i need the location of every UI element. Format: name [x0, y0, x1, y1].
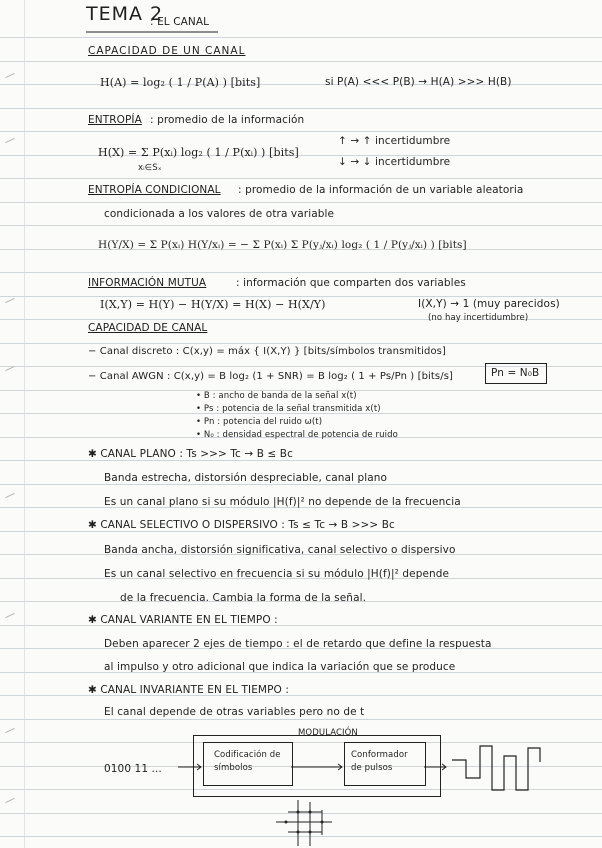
diagram-label: MODULACIÓN [298, 728, 358, 738]
heading-entropia: ENTROPÍA [88, 114, 142, 126]
block-conformador-label: Conformador de pulsos [351, 750, 408, 773]
informacion-mutua-note2: (no hay incertidumbre) [428, 313, 529, 323]
diagram-bits: 0100 11 ... [104, 763, 162, 775]
entropia-condicional-def2: condicionada a los valores de otra variable [104, 208, 335, 220]
entropia-condicional-def1: : promedio de la información de un variable aleatoria [238, 184, 524, 196]
informacion-mutua-note1: I(X,Y) → 1 (muy parecidos) [418, 298, 560, 310]
canal-selectivo-line2: Es un canal selectivo en frecuencia si su módulo |H(f)|² depende [104, 568, 450, 580]
hartley-condition: si P(A) <<< P(B) → H(A) >>> H(B) [325, 76, 512, 88]
canal-invariante-line1: El canal depende de otras variables pero no de t [104, 706, 365, 718]
heading-capacidad-de-canal: CAPACIDAD DE CANAL [88, 322, 208, 334]
formula-entropia-condicional: H(Y/X) = Σ P(xᵢ) H(Y/xᵢ) = − Σ P(xᵢ) Σ P(yⱼ/xᵢ) log₂ ( 1 / P(yⱼ/xᵢ) ) [bits] [98, 239, 467, 251]
boxed-pn-text: Pn = N₀B [491, 367, 540, 379]
canal-selectivo-line1: Banda ancha, distorsión significativa, canal selectivo o dispersivo [104, 544, 456, 556]
bullet-pn: • Pn : potencia del ruido ω(t) [196, 417, 323, 427]
heading-canal-plano: ✱ CANAL PLANO : Ts >>> Tc → B ≤ Bc [88, 448, 293, 460]
block-codificacion-label: Codificación de símbolos [214, 750, 281, 773]
entropia-sum-index: xᵢ∈Sₓ [138, 163, 162, 173]
output-waveform [452, 746, 540, 790]
canal-plano-line2: Es un canal plano si su módulo |H(f)|² no depende de la frecuencia [104, 496, 461, 508]
bullet-n0: • N₀ : densidad espectral de potencia de ruido [196, 430, 398, 440]
entropia-note-down: ↓ → ↓ incertidumbre [338, 156, 451, 168]
formula-entropia: H(X) = Σ P(xᵢ) log₂ ( 1 / P(xᵢ) ) [bits] [98, 146, 299, 159]
canal-plano-line1: Banda estrecha, distorsión despreciable, canal plano [104, 472, 388, 484]
heading-capacidad-canal: CAPACIDAD DE UN CANAL [88, 45, 246, 57]
canal-awgn: − Canal AWGN : C(x,y) = B log₂ (1 + SNR) = B log₂ ( 1 + Ps/Pn ) [bits/s] [88, 371, 454, 382]
bullet-b: • B : ancho de banda de la señal x(t) [196, 391, 357, 401]
formula-hartley: H(A) = log₂ ( 1 / P(A) ) [bits] [100, 76, 261, 89]
title-tema: TEMA 2 [86, 3, 164, 25]
entropia-note-up: ↑ → ↑ incertidumbre [338, 135, 451, 147]
canal-variante-line1: Deben aparecer 2 ejes de tiempo : el de retardo que define la respuesta [104, 638, 492, 650]
heading-canal-invariante: ✱ CANAL INVARIANTE EN EL TIEMPO : [88, 684, 289, 696]
title-subject: : EL CANAL [150, 16, 210, 28]
formula-informacion-mutua: I(X,Y) = H(Y) − H(Y/X) = H(X) − H(X/Y) [100, 298, 326, 311]
informacion-mutua-definition: : información que comparten dos variables [236, 277, 466, 289]
canal-discreto: − Canal discreto : C(x,y) = máx { I(X,Y) } [bits/símbolos transmitidos] [88, 346, 446, 357]
bullet-ps: • Ps : potencia de la señal transmitida x(t) [196, 404, 381, 414]
canal-variante-line2: al impulso y otro adicional que indica la variación que se produce [104, 661, 456, 673]
heading-canal-variante: ✱ CANAL VARIANTE EN EL TIEMPO : [88, 614, 278, 626]
canal-selectivo-line3: de la frecuencia. Cambia la forma de la señal. [120, 592, 367, 604]
entropia-definition: : promedio de la información [150, 114, 305, 126]
heading-entropia-condicional: ENTROPÍA CONDICIONAL [88, 184, 221, 196]
heading-informacion-mutua: INFORMACIÓN MUTUA [88, 277, 207, 289]
heading-canal-selectivo: ✱ CANAL SELECTIVO O DISPERSIVO : Ts ≤ Tc → B >>> Bc [88, 519, 395, 531]
